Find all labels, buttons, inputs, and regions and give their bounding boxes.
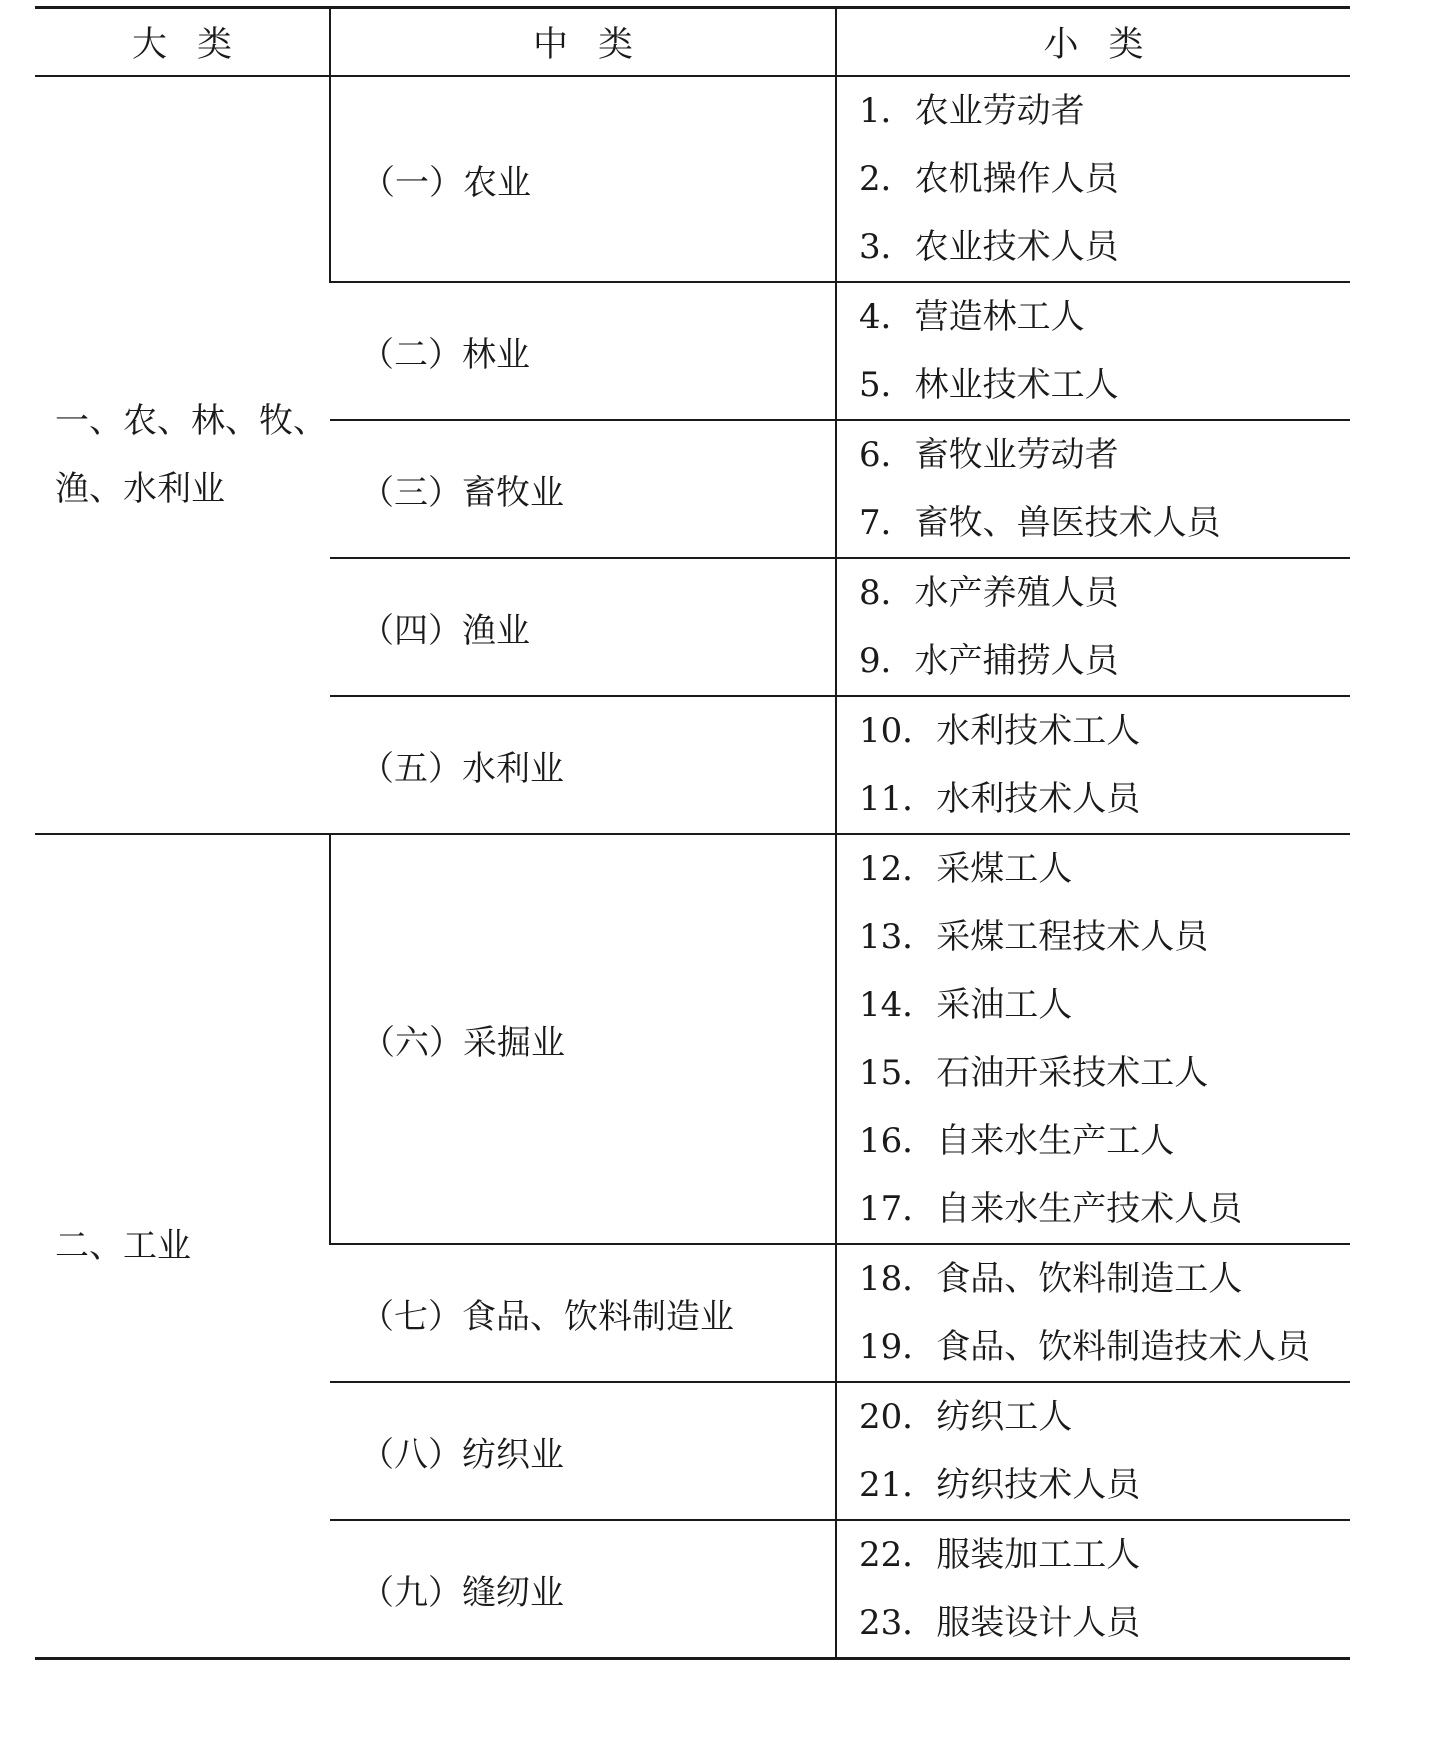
minor-category-item: 8．水产养殖人员 bbox=[859, 573, 1119, 613]
minor-category-item: 23．服装设计人员 bbox=[859, 1603, 1141, 1643]
minor-category-item: 20．纺织工人 bbox=[859, 1397, 1073, 1437]
middle-category-label: （五）水利业 bbox=[360, 748, 564, 789]
table-header bbox=[35, 8, 1350, 77]
minor-category-item: 13．采煤工程技术人员 bbox=[859, 917, 1209, 957]
middle-category-cell bbox=[330, 420, 836, 558]
middle-category-cell bbox=[330, 1244, 836, 1382]
header-minor-category bbox=[836, 8, 1350, 77]
minor-category-item: 18．食品、饮料制造工人 bbox=[859, 1259, 1243, 1299]
minor-category-cell bbox=[836, 1382, 1350, 1520]
minor-category-item: 11．水利技术人员 bbox=[859, 779, 1141, 819]
middle-category-label: （二）林业 bbox=[360, 334, 530, 375]
minor-category-item: 21．纺织技术人员 bbox=[859, 1465, 1141, 1505]
minor-category-item: 15．石油开采技术工人 bbox=[859, 1053, 1209, 1093]
middle-category-cell bbox=[330, 76, 836, 282]
middle-category-cell bbox=[330, 834, 836, 1244]
minor-category-item: 19．食品、饮料制造技术人员 bbox=[859, 1327, 1311, 1367]
minor-category-item: 16．自来水生产工人 bbox=[859, 1121, 1175, 1161]
minor-category-cell bbox=[836, 558, 1350, 696]
middle-category-label: （四）渔业 bbox=[360, 610, 530, 651]
minor-category-item: 10．水利技术工人 bbox=[859, 711, 1141, 751]
minor-category-item: 6．畜牧业劳动者 bbox=[859, 435, 1119, 475]
middle-category-cell bbox=[330, 282, 836, 420]
header-major-label: 大类 bbox=[131, 25, 262, 65]
minor-category-cell bbox=[836, 420, 1350, 558]
middle-category-cell bbox=[330, 558, 836, 696]
minor-category-item: 14．采油工人 bbox=[859, 985, 1073, 1025]
minor-category-item: 22．服装加工工人 bbox=[859, 1535, 1141, 1575]
minor-category-item: 4．营造林工人 bbox=[859, 297, 1085, 337]
minor-category-cell bbox=[836, 1520, 1350, 1659]
major-category-label: 一、农、林、牧、渔、水利业 bbox=[55, 401, 327, 509]
minor-category-item: 5．林业技术工人 bbox=[859, 365, 1119, 405]
minor-category-cell bbox=[836, 282, 1350, 420]
header-middle-category bbox=[330, 8, 836, 77]
occupation-classification-table bbox=[35, 6, 1350, 1660]
middle-category-label: （七）食品、饮料制造业 bbox=[360, 1296, 734, 1337]
middle-category-cell bbox=[330, 696, 836, 834]
minor-category-item: 7．畜牧、兽医技术人员 bbox=[859, 503, 1221, 543]
minor-category-item: 3．农业技术人员 bbox=[859, 227, 1119, 267]
major-category-label: 二、工业 bbox=[55, 1226, 191, 1266]
table-row bbox=[35, 76, 1350, 282]
minor-category-item: 17．自来水生产技术人员 bbox=[859, 1189, 1243, 1229]
middle-category-label: （三）畜牧业 bbox=[360, 472, 564, 513]
header-row bbox=[35, 8, 1350, 77]
table-body bbox=[35, 76, 1350, 1659]
minor-category-cell bbox=[836, 1244, 1350, 1382]
table-row bbox=[35, 834, 1350, 1244]
middle-category-label: （一）农业 bbox=[361, 162, 531, 203]
minor-category-item: 12．采煤工人 bbox=[859, 849, 1073, 889]
major-category-cell bbox=[35, 834, 330, 1659]
occupation-classification-table-wrap bbox=[35, 6, 1350, 1660]
header-minor-label: 小类 bbox=[1043, 25, 1174, 65]
header-major-category bbox=[35, 8, 330, 77]
minor-category-cell bbox=[836, 834, 1350, 1244]
middle-category-cell bbox=[330, 1382, 836, 1520]
middle-category-label: （六）采掘业 bbox=[361, 1022, 565, 1063]
minor-category-cell bbox=[836, 76, 1350, 282]
minor-category-cell bbox=[836, 696, 1350, 834]
minor-category-item: 1．农业劳动者 bbox=[859, 91, 1085, 131]
major-category-cell bbox=[35, 76, 330, 834]
minor-category-item: 9．水产捕捞人员 bbox=[859, 641, 1119, 681]
middle-category-cell bbox=[330, 1520, 836, 1659]
minor-category-item: 2．农机操作人员 bbox=[859, 159, 1119, 199]
middle-category-label: （八）纺织业 bbox=[360, 1434, 564, 1475]
middle-category-label: （九）缝纫业 bbox=[360, 1572, 564, 1613]
header-middle-label: 中类 bbox=[532, 25, 663, 65]
